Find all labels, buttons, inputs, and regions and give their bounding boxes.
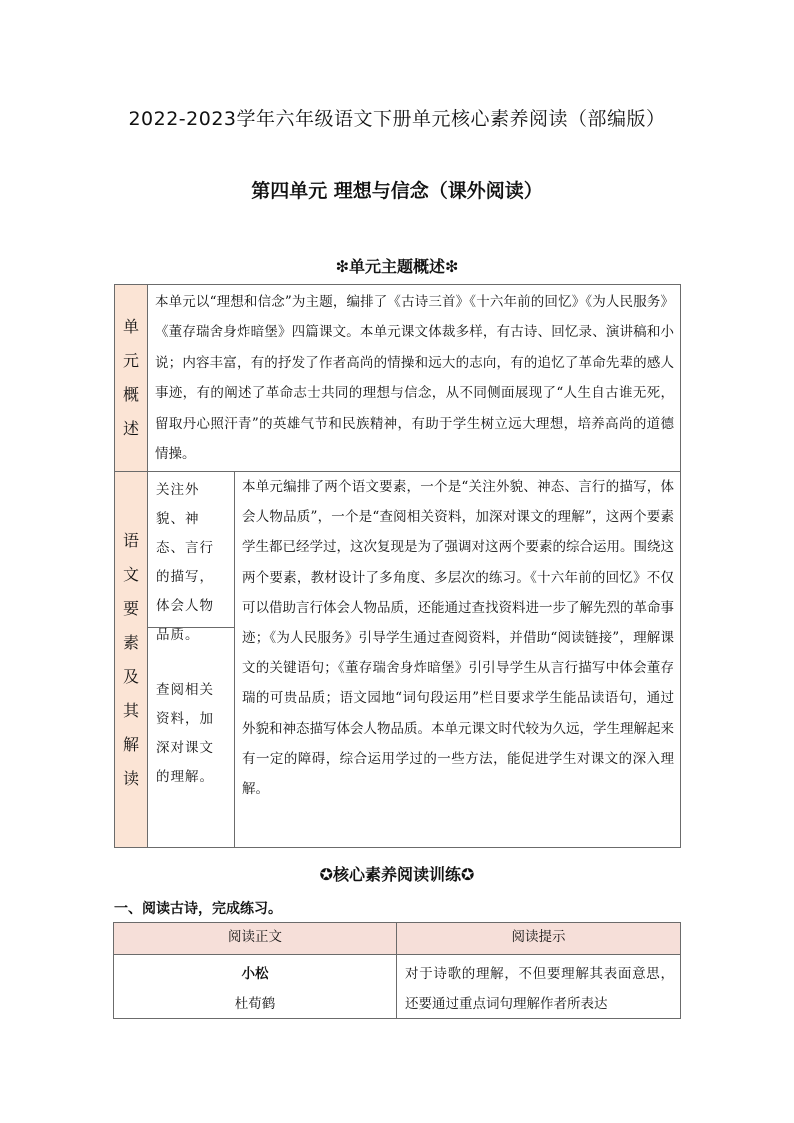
poem-title: 小松 — [241, 966, 269, 982]
overview-text-cell — [147, 284, 681, 472]
element-1-cell — [147, 471, 235, 643]
elements-label-char: 其 — [122, 700, 139, 720]
unit-title: 第四单元 理想与信念（课外阅读） — [251, 180, 543, 202]
elements-explanation-text: 本单元编排了两个语文要素，一个是“关注外貌、神态、言行的描写，体会人物品质”，一个是“查阅相关资料，加深对课文的理解”，这两个要素学生都已经学过，这次复现是为了强调对这两个要素的综合运用。围绕这两个要素，教材设计了多角度、多层次的练习。《十六年前的回忆》不仅可以借助言行体会人物品质，还能通过查找资料进一步了解先烈的革命事迹；《为人民服务》引导学生通过查阅资料，并借助“阅读链接”，理解课文的关键语句；《董存瑞舍身炸暗堡》引引导学生从言行描写中体会董存瑞的可贵品质；语文园地“词句段运用”栏目要求学生能品读语句，通过外貌和神态描写体会人物品质。本单元课文时代较为久远，学生理解起来有一定的障碍，综合运用学过的一些方法，能促进学生对课文的深入理解。 — [242, 479, 674, 798]
elements-label-char: 解 — [122, 734, 139, 754]
elements-label-char: 要 — [122, 598, 139, 618]
elements-explanation-cell — [234, 471, 681, 848]
elements-label-char: 素 — [122, 632, 139, 652]
overview-text: 本单元以“理想和信念”为主题，编排了《古诗三首》《十六年前的回忆》《为人民服务》《董存瑞舍身炸暗堡》四篇课文。本单元课文体裁多样，有古诗、回忆录、演讲稿和小说；内容丰富，有的抒发了作者高尚的情操和远大的志向，有的追忆了革命先辈的感人事迹，有的阐述了革命志士共同的理想与信念，从不同侧面展现了“人生自古谁无死，留取丹心照汗青”的英雄气节和民族精神，有助于学生树立远大理想，培养高尚的道德情操。 — [155, 294, 674, 463]
question-title: 一、阅读古诗，完成练习。 — [114, 901, 282, 917]
section-title-training: ✪核心素养阅读训练✪ — [319, 865, 475, 884]
document-title: 2022-2023学年六年级语文下册单元核心素养阅读（部编版） — [128, 108, 666, 130]
elements-label-char: 读 — [122, 768, 139, 788]
elements-label-char: 及 — [122, 666, 139, 686]
table-header-hint: 阅读提示 — [396, 922, 681, 955]
section-title-overview: ❇单元主题概述❇ — [335, 257, 459, 276]
element-2-cell — [147, 627, 235, 848]
table-header-text: 阅读正文 — [113, 922, 397, 955]
overview-label-char: 元 — [122, 351, 139, 370]
elements-label-char: 文 — [122, 564, 139, 584]
hint-text: 对于诗歌的理解，不但要理解其表面意思，还要通过重点词句理解作者所表达 — [405, 966, 674, 1012]
hint-cell — [396, 954, 681, 1019]
overview-label-char: 概 — [122, 385, 139, 404]
overview-label-cell — [114, 284, 148, 472]
element-2-text: 查阅相关资料，加深对课文的理解。 — [156, 682, 214, 785]
overview-label-char: 单 — [122, 317, 139, 336]
poem-cell — [113, 954, 397, 1019]
poem-author: 杜荀鹤 — [234, 996, 276, 1012]
elements-label-cell — [114, 471, 148, 848]
element-1-text: 关注外貌、神态、言行的描写，体会人物品质。 — [156, 482, 214, 643]
elements-label-char: 语 — [122, 530, 139, 550]
overview-label-char: 述 — [122, 419, 139, 438]
